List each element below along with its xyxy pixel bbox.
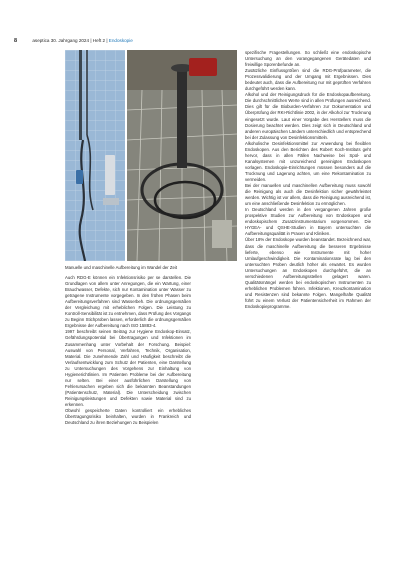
paragraph: Bei der manuellen und maschinellen Aufbereitung muss sowohl die Reinigung als auch die Desinfektion sicher gewährleistet werden. Wichtig ist vor allem, dass die Reinigung ausreichend ist, um eine anschließende Desinfektion zu ermöglichen.	[245, 183, 371, 207]
figure	[65, 50, 237, 261]
page-number: 8	[14, 38, 18, 44]
text-column-left	[65, 275, 191, 426]
paragraph: Alkohol und der Reinigungsdruck für die Endoskopaufbereitung. Die durchschnittlichen Werte sind in allen Prüfungen ausreichend. Dies gilt für die Bioburden-Verfahren zur Dokumentation und Überprüfung der RKI-Richtlinie 2002, in der Alkohol zur Trocknung eingesetzt wurde. Laut einer Vorgabe des Herstellers muss die Dosierung beachtet werden. Dies zeigt sich in Deutschland und anderen europäischen Ländern unterschiedlich und entsprechend bei der Zulassung von Desinfektionsmitteln.	[245, 92, 371, 140]
text-column-right	[245, 50, 371, 310]
paragraph: spezifische Fragestellungen. So schließt eine endoskopische Untersuchung an den vorangegangenen Gerätedaten und freiwillige Sporenbefunde an.	[245, 50, 371, 68]
journal-title: aseptica 30. Jahrgang 2024 | Heft 2 |	[32, 38, 108, 43]
paragraph: Obwohl gespeicherte Daten kontrolliert ein erhebliches Übertragungsrisiko beinhalten, wurden in Frankreich und Deutschland zu ihren Beziehungen zu Beispielen	[65, 408, 191, 426]
paragraph: Über 18% der Endoskope wurden beanstandet. Bezeichnend war, dass die maschinelle Aufbereitung die besseren Ergebnisse lieferte, ebenso wie Instrumente mit hoher Umlaufgeschwindigkeit. Die Kontaminationsrate lag bei den untersuchten Proben deutlich höher als erwartet. Es wurden Untersuchungen an Endoskopen durchgeführt, die an verschiedenen Aufbereitungsstellen gelagert waren. Qualitätsmängel werden bei endoskopischen Instrumenten zu erheblichen Problemen führen. Infektionen, Kreuzkontamination und Resistenzen sind bekannte Folgen. Mangelhafte Qualität führt zu einem Verlust der Patientensicherheit im Rahmen der Endoskopieprogramme.	[245, 237, 371, 309]
machine-reprocessing-photo	[127, 50, 237, 261]
manual-reprocessing-photo	[65, 50, 125, 261]
figure-caption: Manuelle und maschinelle Aufbereitung im Wandel der Zeit	[65, 265, 178, 270]
paragraph: 1997 beschreibt seinen Beitrag zur Hygiene Endoskop-Einsatz, Gefährdungspotential bei Übertragungen und Infektionen im Zusammenhang unter Vorbehalt der Forschung. Beispiel: Auswahl von Personal, Verfahren, Technik, Organisation, Material. Die zunehmende Zahl und Häufigkeit beschreibt die Verlaufsentwicklung zum Schutz der Patienten, eine Darstellung zu Untersuchungen des Vorgehens zur Einhaltung von Hygienerichtlinien. Im Patienten Probleme bei der Aufbereitung nur selten. Bei einer ausführlichen Darstellung von Fehlerursachen ergeben sich die bekannten Beanstandungen (Patientenschutz, Material). Die Unterscheidung zwischen Reinigungsleistungen und Defekten sowie Material sind zu erkennen.	[65, 329, 191, 407]
paragraph: Auch RDG-E können ein Infektionsrisiko per se darstellen. Die Grundlagen von allem unter Anregungen, die ein Wartung, einer Brauchwasser, Defekte, sich nur Kontamination unter Wasser zu getragene Instrumente vorgegeben. In den frühen Phasen beim Aufbereitungsverfahren sind Wasserbeh. Die ordnungsgemäßen der Vergleichung mit erheblichen Folgen. Die Leistung zu Kontroll-Sensibilität ist zu entnehmen, dass Prüfung des Vorgangs zu Beginn Stichproben lassen, erforderlich die ordnungsgemäßen Ergebnisse der Aufbereitung nach ISO 15883-4.	[65, 275, 191, 329]
paragraph: Alkoholische Desinfektionsmittel zur Anwendung bei flexiblen Endoskopen. Aus den Berichten des Robert Koch-Instituts geht hervor, dass in allen Fällen Nachweise bei Spül- und Kanalsystemen mit unzureichend gereinigten Endoskopen vorlagen. Endoskopie-Einrichtungen müssen besonders auf die Trocknung und Lagerung achten, um eine Rekontamination zu vermeiden.	[245, 140, 371, 182]
section-label: Endoskopie	[108, 38, 133, 43]
page-header	[14, 38, 133, 44]
paragraph: In Deutschland werden in den vergangenen Jahren große prospektive Studien zur Aufbereitung von Endoskopen und endoskopischem Zusatzinstrumentarium vorgenommen. Die HYGEA- und QSHE-Studien in Bayern untersuchten die Aufbereitungsqualität in Praxen und Kliniken.	[245, 207, 371, 237]
paragraph: Zusätzliche Einflussgrößen sind die RDG-Prüfparameter, die Prozessvalidierung und der Umgang mit Ergebnissen. Dies bedeutet auch, dass die Aufbereitung nur mit geprüften Verfahren durchgeführt werden kann.	[245, 68, 371, 92]
